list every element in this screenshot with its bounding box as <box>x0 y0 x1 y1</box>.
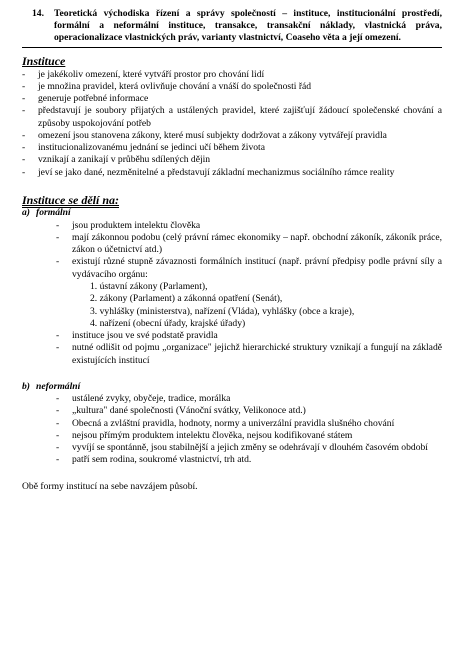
list-item: - jeví se jako dané, nezměnitelné a představují základní mechanizmus sociálního rámce reality <box>22 167 442 179</box>
list-item: - ustálené zvyky, obyčeje, tradice, morálka <box>56 393 442 405</box>
numbered-item: 2. zákony (Parlament) a zákonná opatření (Senát), <box>90 293 283 305</box>
list-item: - Obecná a zvláštní pravidla, hodnoty, normy a univerzální pravidla slušného chování <box>56 418 442 430</box>
list-item: - představují je soubory přijatých a ustálených pravidel, které zajišťují žádoucí společenské chování a způsoby uspokojování potřeb <box>22 105 442 130</box>
list-item: - „kultura" dané společnosti (Vánoční svátky, Velikonoce atd.) <box>56 405 442 417</box>
subsection-formalni <box>22 207 442 219</box>
closing-sentence: Obě formy institucí na sebe navzájem působí. <box>22 480 198 492</box>
list-item: - jsou produktem intelektu člověka <box>56 220 442 232</box>
subsection-label: formální <box>36 207 71 219</box>
list-item: - nutné odlišit od pojmu „organizace" jejichž hierarchické struktury vznikají a fungují na základě existujících institucí <box>56 342 442 367</box>
numbered-item: 4. nařízení (obecní úřady, krajské úřady) <box>90 317 246 329</box>
heading-divider <box>22 47 442 48</box>
neformalni-list <box>56 393 442 467</box>
list-item: - omezení jsou stanovena zákony, které musí subjekty dodržovat a zákony vytvářejí pravidla <box>22 130 442 142</box>
list-item: - je množina pravidel, která ovlivňuje chování a vnáší do společnosti řád <box>22 81 442 93</box>
subsection-letter: a) <box>22 207 30 219</box>
list-item: - nejsou přímým produktem intelektu člověka, nejsou kodifikované státem <box>56 430 442 442</box>
subsection-label: neformální <box>36 380 81 392</box>
list-item: - patří sem rodina, soukromé vlastnictví, trh atd. <box>56 454 442 466</box>
subsection-letter: b) <box>22 380 30 392</box>
list-item <box>56 256 442 330</box>
list-item: - generuje potřebné informace <box>22 93 442 105</box>
list-item: - institucionalizovanému jednání se jedinci učí během života <box>22 142 442 154</box>
formalni-list <box>56 220 442 367</box>
topic-number: 14. <box>32 8 44 19</box>
section-title-instituce: Instituce <box>22 54 66 69</box>
list-item: - vyvíjí se spontánně, jsou stabilnější a jejich změny se odehrávají v dlouhém časovém období <box>56 442 442 454</box>
section-title-deleni: Instituce se dělí na: <box>22 193 120 208</box>
list-item: - vznikají a zanikají v průběhu sdílených dějin <box>22 154 442 166</box>
list-item: - instituce jsou ve své podstatě pravidla <box>56 330 442 342</box>
topic-title: Teoretická východiska řízení a správy společností – instituce, institucionální prostředí, formální a neformální instituce, transakce, transakční náklady, vlastnická práva, operacionalizace vlastnických práv, varianty vlastnictví, Coaseho věta a její omezení. <box>54 8 442 44</box>
list-item: - mají zákonnou podobu (celý právní rámec ekonomiky – např. obchodní zákoník, zákoník práce, zákon o účetnictví atd.) <box>56 232 442 257</box>
legal-hierarchy-list <box>72 281 442 330</box>
subsection-neformalni <box>22 381 442 393</box>
list-item: - je jakékoliv omezení, které vytváří prostor pro chování lidí <box>22 69 442 81</box>
numbered-item: 3. vyhlášky (ministerstva), nařízení (Vláda), vyhlášky (obce a kraje), <box>90 305 355 317</box>
instituce-list <box>22 69 442 179</box>
topic-heading <box>22 8 442 44</box>
list-item-text: existují různé stupně závaznosti formálních institucí (např. právní předpisy podle právní síly a vydávacího orgánu: <box>72 256 442 280</box>
numbered-item: 1. ústavní zákony (Parlament), <box>90 281 208 292</box>
